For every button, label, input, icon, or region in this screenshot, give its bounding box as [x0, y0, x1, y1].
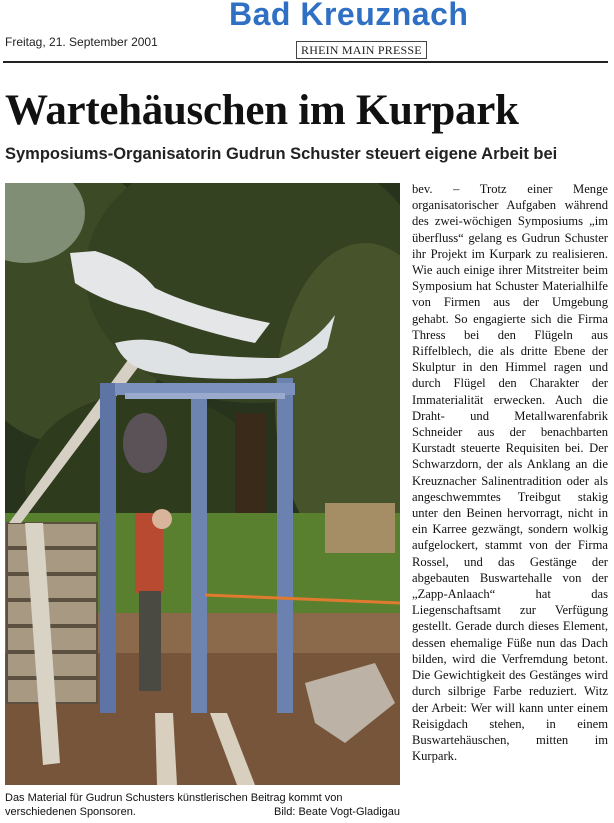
header-rule: [3, 61, 608, 63]
article-photo: [5, 183, 400, 785]
subheadline: Symposiums-Organisatorin Gudrun Schuster steuert eigene Arbeit bei: [5, 145, 558, 163]
caption-text: Das Material für Gudrun Schusters künstlerischen Beitrag kommt von verschiedenen Sponsoren.: [5, 792, 343, 818]
photo-credit: Bild: Beate Vogt-Gladigau: [274, 806, 400, 818]
headline: Wartehäuschen im Kurpark: [5, 87, 519, 134]
publication-logo: RHEIN MAIN PRESSE: [296, 41, 427, 59]
masthead-city: Bad Kreuznach: [229, 0, 469, 32]
article-body: bev. – Trotz einer Menge organisatorischer Aufgaben während des zwei-wöchigen Symposiums „im überfluss“ gelang es Gudrun Schuster ihr Projekt im Kurpark zu realisieren. Wie auch einige ihrer Mitstreiter beim Symposium hat Schuster Materialhilfe von Firmen aus der Umgebung gehabt. So engagierte sich die Firma Thress bei den Flügeln aus Riffelblech, die als dritte Ebene der Skulptur in den Himmel ragen und durch Flügel den Charakter der Immaterialität erwecken. Auch die Draht- und Metallwarenfabrik Schneider aus der benachbarten Kurstadt steuerte Requisiten bei. Der Schwarzdorn, der als Anklang an die Kreuznacher Salinentradition oder als angeschwemmtes Treibgut stakig unter den Beinen hervorragt, nicht in ein Karree gezwängt, sondern wolkig aufgelockert, stammt von der Firma Rossel, und das Gestänge der abgebauten Buswartehalle von der „Zapp-Anlaach“ hat das Liegenschaftsamt zur Verfügung gestellt. Gerade durch dieses Element, dessen ehemalige Füße nun das Dach bilden, wird die Verfremdung betont. Die Gewichtigkeit des Gestänges wird durch silbrige Farbe reduziert. Witz der Arbeit: Wer will kann unter einem Reisigdach stehen, in einem Buswartehäuschen, mitten im Kurpark.: [412, 182, 608, 764]
photo-caption: [5, 791, 400, 819]
issue-date: Freitag, 21. September 2001: [5, 35, 158, 49]
